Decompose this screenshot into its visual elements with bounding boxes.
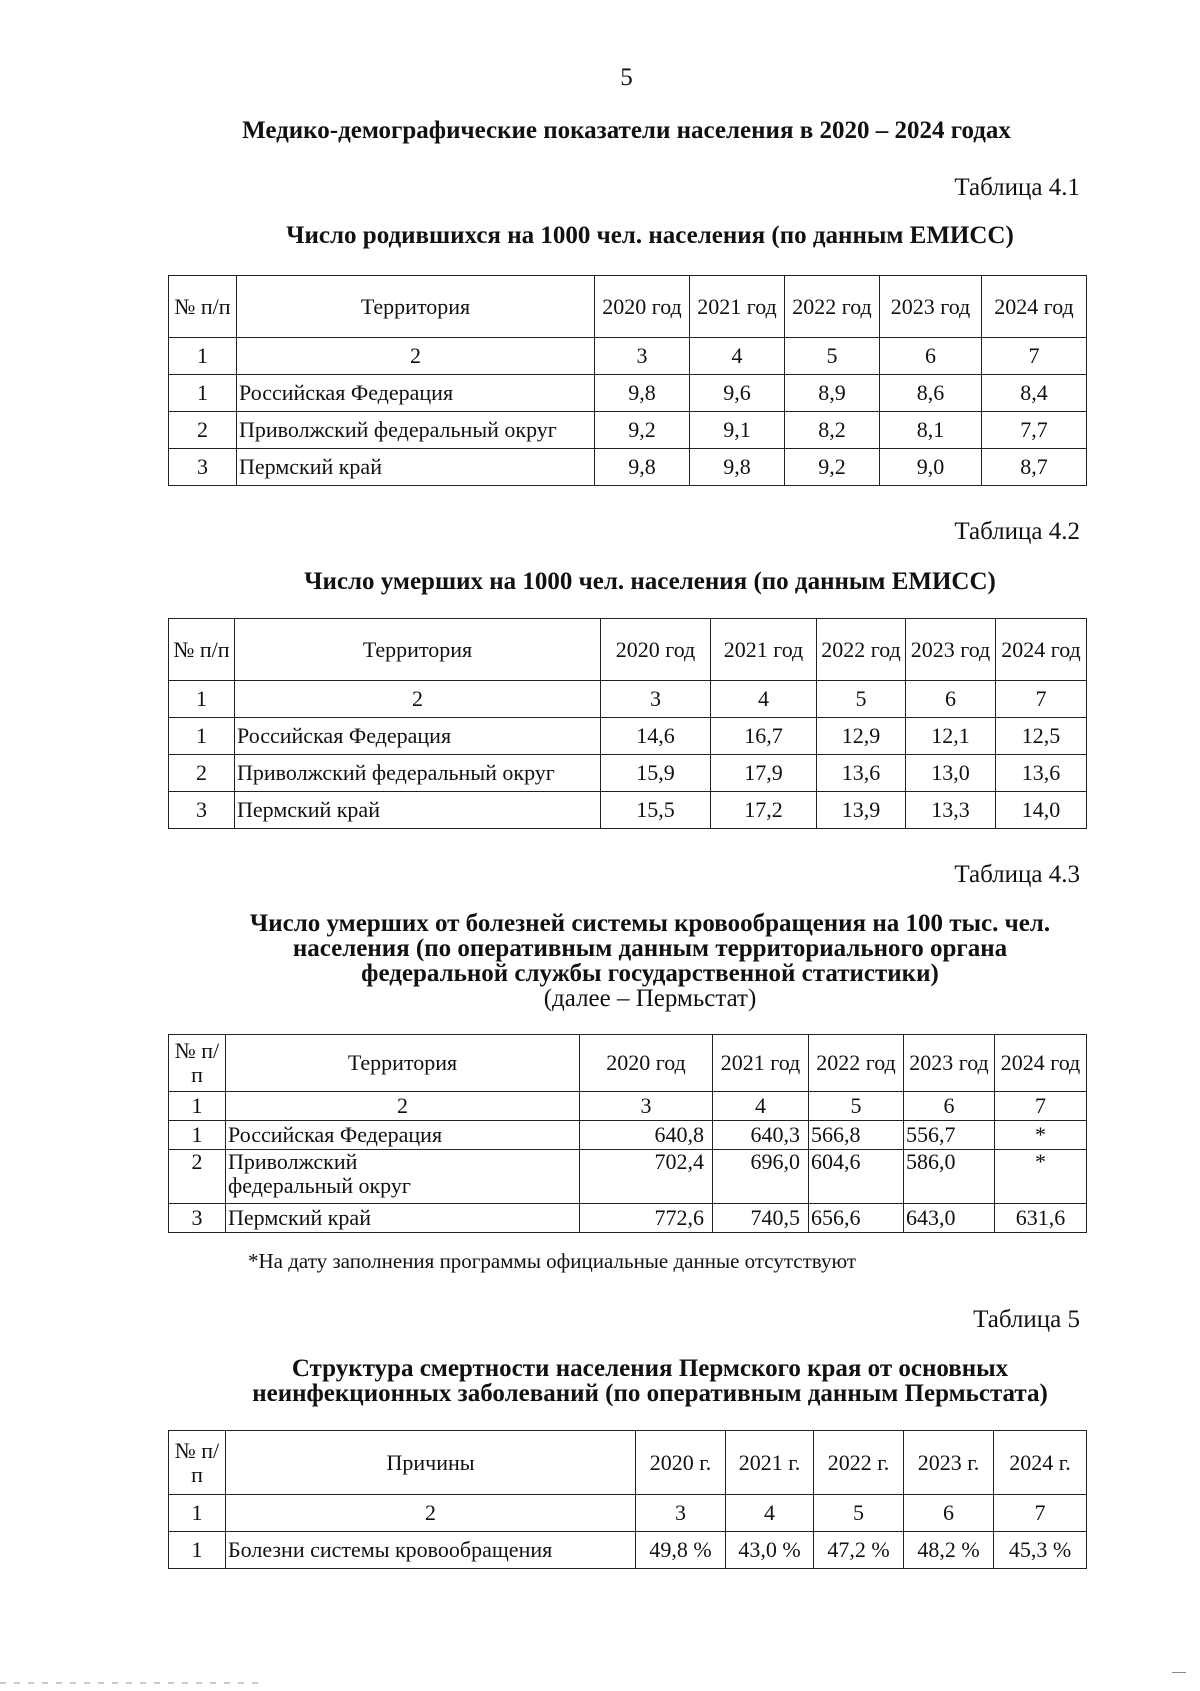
column-number-cell: 1	[169, 1495, 226, 1532]
title-line: федеральной службы государственной статистики)	[361, 960, 939, 987]
table-cell: 631,6	[995, 1204, 1087, 1233]
table-cell: Российская Федерация	[226, 1121, 580, 1150]
table-row	[169, 412, 1087, 449]
column-number-cell: 4	[711, 681, 817, 718]
header-cell: Территория	[237, 276, 595, 338]
column-number-cell: 6	[880, 338, 982, 375]
table-4-1-label: Таблица 4.1	[954, 174, 1080, 201]
table-cell: 8,6	[880, 375, 982, 412]
table-cell: *	[995, 1121, 1087, 1150]
title-line: Число умерших от болезней системы кровообращения на 100 тыс. чел.	[249, 910, 1051, 937]
column-number-row	[169, 1092, 1087, 1121]
table-cell: 43,0 %	[726, 1532, 814, 1569]
table-cell: 2	[169, 755, 235, 792]
header-cell: № п/п	[169, 1035, 226, 1092]
title-line: Структура смертности населения Пермского края от основных	[291, 1355, 1009, 1382]
table-5-title	[150, 1356, 1150, 1406]
table-4-2-title: Число умерших на 1000 чел. населения (по данным ЕМИСС)	[304, 568, 996, 595]
table-cell: Приволжский федеральный округ	[226, 1150, 580, 1204]
column-number-row	[169, 338, 1087, 375]
table-cell: 640,3	[713, 1121, 809, 1150]
column-number-cell: 1	[169, 1092, 226, 1121]
table-cell: 3	[169, 449, 237, 486]
table-cell: 1	[169, 375, 237, 412]
table-cell: 2	[169, 1150, 226, 1204]
table-cell: 1	[169, 1532, 226, 1569]
table-cell: 9,2	[785, 449, 880, 486]
table-4-3-label: Таблица 4.3	[954, 861, 1080, 888]
table-header-row	[169, 276, 1087, 338]
table-cell: 47,2 %	[814, 1532, 904, 1569]
title-line: населения (по оперативным данным территориального органа	[292, 935, 1008, 962]
table-cell: 772,6	[580, 1204, 713, 1233]
table-cell: Пермский край	[237, 449, 595, 486]
table-4-1-title: Число родившихся на 1000 чел. населения (по данным ЕМИСС)	[286, 222, 1014, 249]
header-cell: Причины	[226, 1431, 636, 1495]
table-row	[169, 375, 1087, 412]
column-number-cell: 6	[904, 1495, 994, 1532]
table-cell: 9,2	[595, 412, 690, 449]
column-number-cell: 6	[906, 681, 996, 718]
table-cell: Болезни системы кровообращения	[226, 1532, 636, 1569]
column-number-cell: 7	[982, 338, 1087, 375]
table-cell: 586,0	[904, 1150, 995, 1204]
column-number-cell: 1	[169, 681, 235, 718]
header-cell: 2024 год	[996, 619, 1087, 681]
table-cell: 13,3	[906, 792, 996, 829]
table-cell: 8,7	[982, 449, 1087, 486]
table-row	[169, 1532, 1087, 1569]
table-cell: 604,6	[809, 1150, 904, 1204]
table-4-3-title	[150, 911, 1150, 1011]
table-4-3-footnote: *На дату заполнения программы официальные данные отсутствуют	[248, 1249, 857, 1273]
column-number-cell: 5	[817, 681, 906, 718]
page-number: 5	[620, 64, 633, 91]
table-cell: 7,7	[982, 412, 1087, 449]
table-cell: 17,9	[711, 755, 817, 792]
table-cell: 1	[169, 1121, 226, 1150]
column-number-cell: 5	[785, 338, 880, 375]
table-cell: Российская Федерация	[237, 375, 595, 412]
column-number-cell: 7	[994, 1495, 1087, 1532]
title-line: неинфекционных заболеваний (по оперативным данным Пермьстата)	[252, 1380, 1048, 1407]
header-cell: 2020 год	[595, 276, 690, 338]
table-cell: 48,2 %	[904, 1532, 994, 1569]
header-cell: 2021 год	[690, 276, 785, 338]
scan-artifact	[0, 1682, 260, 1684]
table-4-3	[168, 1034, 1087, 1233]
table-cell: Приволжский федеральный округ	[235, 755, 601, 792]
table-5	[168, 1430, 1087, 1569]
table-cell: Российская Федерация	[235, 718, 601, 755]
table-cell: 15,9	[601, 755, 711, 792]
table-cell: 16,7	[711, 718, 817, 755]
table-cell: 14,0	[996, 792, 1087, 829]
header-cell: Территория	[226, 1035, 580, 1092]
column-number-cell: 5	[814, 1495, 904, 1532]
header-cell: 2023 год	[880, 276, 982, 338]
table-5-label: Таблица 5	[973, 1306, 1080, 1333]
header-cell: 2024 г.	[994, 1431, 1087, 1495]
table-row	[169, 755, 1087, 792]
table-cell: 9,6	[690, 375, 785, 412]
table-cell: 12,5	[996, 718, 1087, 755]
table-cell: 9,8	[690, 449, 785, 486]
header-cell: Территория	[235, 619, 601, 681]
table-cell: *	[995, 1150, 1087, 1204]
table-cell: 1	[169, 718, 235, 755]
table-cell: 13,6	[817, 755, 906, 792]
header-cell: 2024 год	[995, 1035, 1087, 1092]
column-number-cell: 7	[996, 681, 1087, 718]
table-cell: 13,0	[906, 755, 996, 792]
header-cell: 2021 год	[711, 619, 817, 681]
column-number-cell: 6	[904, 1092, 995, 1121]
table-cell: 3	[169, 792, 235, 829]
header-cell: 2023 год	[904, 1035, 995, 1092]
table-cell: 740,5	[713, 1204, 809, 1233]
table-cell: 566,8	[809, 1121, 904, 1150]
header-cell: № п/п	[169, 276, 237, 338]
header-cell: № п/п	[169, 619, 235, 681]
column-number-cell: 3	[636, 1495, 726, 1532]
column-number-cell: 2	[235, 681, 601, 718]
table-4-1	[168, 275, 1087, 486]
table-cell: 9,8	[595, 449, 690, 486]
header-cell: 2022 год	[809, 1035, 904, 1092]
table-cell: 49,8 %	[636, 1532, 726, 1569]
header-cell: 2022 год	[785, 276, 880, 338]
table-header-row	[169, 1035, 1087, 1092]
table-cell: 15,5	[601, 792, 711, 829]
title-note: (далее – Пермьстат)	[543, 985, 757, 1012]
header-cell: № п/п	[169, 1431, 226, 1495]
column-number-cell: 3	[601, 681, 711, 718]
header-cell: 2022 г.	[814, 1431, 904, 1495]
table-4-2	[168, 618, 1087, 829]
table-cell: 640,8	[580, 1121, 713, 1150]
header-cell: 2024 год	[982, 276, 1087, 338]
column-number-cell: 1	[169, 338, 237, 375]
table-cell: 13,9	[817, 792, 906, 829]
column-number-cell: 3	[595, 338, 690, 375]
table-row	[169, 1150, 1087, 1204]
table-header-row	[169, 619, 1087, 681]
table-cell: 702,4	[580, 1150, 713, 1204]
table-row	[169, 792, 1087, 829]
table-cell: 696,0	[713, 1150, 809, 1204]
table-row	[169, 718, 1087, 755]
table-cell: 643,0	[904, 1204, 995, 1233]
header-cell: 2023 г.	[904, 1431, 994, 1495]
table-cell: 9,0	[880, 449, 982, 486]
column-number-cell: 4	[713, 1092, 809, 1121]
table-cell: 556,7	[904, 1121, 995, 1150]
table-cell: Пермский край	[235, 792, 601, 829]
table-row	[169, 1204, 1087, 1233]
column-number-cell: 7	[995, 1092, 1087, 1121]
header-cell: 2020 год	[601, 619, 711, 681]
column-number-cell: 3	[580, 1092, 713, 1121]
table-cell: 656,6	[809, 1204, 904, 1233]
table-cell: 8,4	[982, 375, 1087, 412]
column-number-cell: 2	[226, 1092, 580, 1121]
table-header-row	[169, 1431, 1087, 1495]
header-cell: 2021 год	[713, 1035, 809, 1092]
header-cell: 2021 г.	[726, 1431, 814, 1495]
column-number-cell: 4	[726, 1495, 814, 1532]
table-cell: 9,1	[690, 412, 785, 449]
table-cell: 12,1	[906, 718, 996, 755]
header-cell: 2020 год	[580, 1035, 713, 1092]
table-cell: 45,3 %	[994, 1532, 1087, 1569]
column-number-cell: 4	[690, 338, 785, 375]
column-number-row	[169, 1495, 1087, 1532]
column-number-cell: 2	[226, 1495, 636, 1532]
table-cell: 8,2	[785, 412, 880, 449]
table-cell: 13,6	[996, 755, 1087, 792]
column-number-cell: 5	[809, 1092, 904, 1121]
table-cell: 17,2	[711, 792, 817, 829]
table-cell: 8,1	[880, 412, 982, 449]
column-number-cell: 2	[237, 338, 595, 375]
table-cell: Пермский край	[226, 1204, 580, 1233]
table-row	[169, 449, 1087, 486]
table-cell: 14,6	[601, 718, 711, 755]
table-cell: 12,9	[817, 718, 906, 755]
table-row	[169, 1121, 1087, 1150]
table-cell: 2	[169, 412, 237, 449]
table-cell: Приволжский федеральный округ	[237, 412, 595, 449]
header-cell: 2020 г.	[636, 1431, 726, 1495]
table-cell: 8,9	[785, 375, 880, 412]
table-cell: 3	[169, 1204, 226, 1233]
column-number-row	[169, 681, 1087, 718]
header-cell: 2022 год	[817, 619, 906, 681]
table-4-2-label: Таблица 4.2	[954, 518, 1080, 545]
table-cell: 9,8	[595, 375, 690, 412]
header-cell: 2023 год	[906, 619, 996, 681]
scan-artifact	[1172, 1672, 1186, 1673]
main-title: Медико-демографические показатели населения в 2020 – 2024 годах	[242, 117, 1011, 144]
